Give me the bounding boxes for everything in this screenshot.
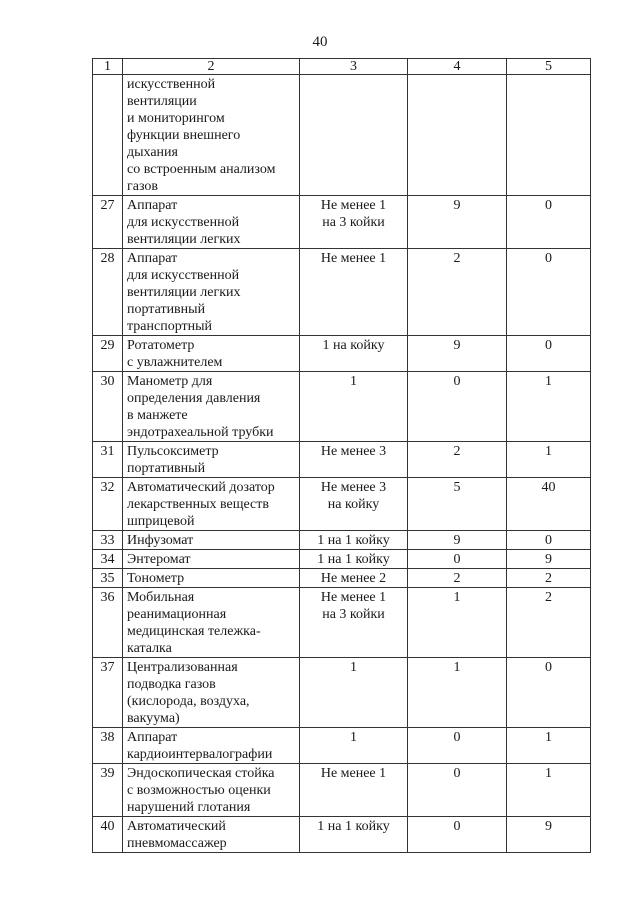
column-header: 2: [123, 59, 300, 75]
column-4-value: 2: [408, 442, 507, 478]
column-header: 5: [507, 59, 591, 75]
equipment-name-cell: [123, 764, 300, 817]
requirement-line: 1 на 1 койку: [317, 533, 390, 548]
equipment-name-line: транспортный: [127, 319, 213, 334]
table-row: [93, 196, 591, 249]
requirement-cell: [300, 569, 408, 588]
column-5-value: 9: [507, 550, 591, 569]
equipment-name-line: в манжете: [127, 408, 188, 423]
requirement-line: на 3 койки: [322, 607, 385, 622]
equipment-name-line: шприцевой: [127, 514, 195, 529]
row-number: 40: [93, 817, 123, 853]
requirement-line: 1 на койку: [322, 338, 385, 353]
requirement-line: Не менее 3: [320, 444, 387, 459]
equipment-name-line: Пульсоксиметр: [127, 444, 219, 459]
requirement-cell: [300, 372, 408, 442]
row-number: 29: [93, 336, 123, 372]
column-5-value: 40: [507, 478, 591, 531]
column-5-value: 1: [507, 442, 591, 478]
table-row: [93, 569, 591, 588]
requirement-line: Не менее 1: [320, 251, 387, 266]
equipment-name-line: Централизованная: [127, 660, 238, 675]
requirement-cell: [300, 336, 408, 372]
column-5-value: 1: [507, 764, 591, 817]
equipment-name-line: кардиоинтервалографии: [127, 747, 273, 762]
requirement-cell: [300, 764, 408, 817]
column-5-value: 0: [507, 249, 591, 336]
equipment-name-cell: [123, 531, 300, 550]
column-5-value: 1: [507, 372, 591, 442]
equipment-name-line: Аппарат: [127, 730, 178, 745]
equipment-name-line: Тонометр: [127, 571, 185, 586]
column-5-value: 0: [507, 336, 591, 372]
table-header-row: [93, 59, 591, 75]
page-number: 40: [312, 34, 328, 50]
row-number: 35: [93, 569, 123, 588]
equipment-name-line: функции внешнего: [127, 128, 241, 143]
equipment-name-line: нарушений глотания: [127, 800, 251, 815]
equipment-name-line: эндотрахеальной трубки: [127, 425, 274, 440]
equipment-name-line: Аппарат: [127, 198, 178, 213]
row-number: 38: [93, 728, 123, 764]
equipment-name-line: каталка: [127, 641, 172, 656]
requirement-cell: [300, 75, 408, 196]
table-row: [93, 249, 591, 336]
equipment-name-line: вентиляции легких: [127, 285, 241, 300]
requirement-line: Не менее 1: [320, 590, 387, 605]
equipment-name-line: Манометр для: [127, 374, 213, 389]
column-header: 4: [408, 59, 507, 75]
equipment-name-line: Автоматический дозатор: [127, 480, 275, 495]
requirement-cell: [300, 728, 408, 764]
equipment-name-line: со встроенным анализом: [127, 162, 276, 177]
equipment-name-line: Инфузомат: [127, 533, 194, 548]
equipment-name-line: для искусственной: [127, 268, 240, 283]
row-number: 36: [93, 588, 123, 658]
row-number: 33: [93, 531, 123, 550]
requirement-line: Не менее 1: [320, 766, 387, 781]
column-5-value: 1: [507, 728, 591, 764]
row-number: 34: [93, 550, 123, 569]
equipment-name-cell: [123, 569, 300, 588]
column-5-value: 2: [507, 588, 591, 658]
table-row: [93, 588, 591, 658]
equipment-name-line: портативный: [127, 461, 206, 476]
equipment-name-line: Энтеромат: [127, 552, 191, 567]
requirement-line: на койку: [327, 497, 380, 512]
table-row: [93, 372, 591, 442]
requirement-cell: [300, 196, 408, 249]
column-4-value: 9: [408, 531, 507, 550]
requirement-line: 1 на 1 койку: [317, 552, 390, 567]
equipment-name-line: Аппарат: [127, 251, 178, 266]
equipment-name-line: искусственной: [127, 77, 216, 92]
equipment-name-line: подводка газов: [127, 677, 216, 692]
row-number: 30: [93, 372, 123, 442]
requirement-line: 1 на 1 койку: [317, 819, 390, 834]
equipment-name-line: реанимационная: [127, 607, 227, 622]
table-row: [93, 531, 591, 550]
requirement-cell: [300, 442, 408, 478]
equipment-name-cell: [123, 478, 300, 531]
equipment-name-line: (кислорода, воздуха,: [127, 694, 250, 709]
row-number: 39: [93, 764, 123, 817]
column-4-value: 0: [408, 817, 507, 853]
equipment-name-line: Эндоскопическая стойка: [127, 766, 275, 781]
column-4-value: 0: [408, 372, 507, 442]
equipment-name-line: вентиляции: [127, 94, 197, 109]
equipment-name-cell: [123, 658, 300, 728]
column-header: 3: [300, 59, 408, 75]
row-number: [93, 75, 123, 196]
requirement-cell: [300, 658, 408, 728]
equipment-name-line: вентиляции легких: [127, 232, 241, 247]
column-5-value: 2: [507, 569, 591, 588]
requirement-cell: [300, 531, 408, 550]
requirement-line: 1: [350, 374, 357, 389]
requirement-cell: [300, 588, 408, 658]
table-row: [93, 336, 591, 372]
equipment-name-cell: [123, 75, 300, 196]
equipment-name-line: для искусственной: [127, 215, 240, 230]
equipment-name-line: с возможностью оценки: [127, 783, 271, 798]
equipment-name-cell: [123, 372, 300, 442]
equipment-name-cell: [123, 588, 300, 658]
equipment-name-line: медицинская тележка-: [127, 624, 261, 639]
table-row: [93, 550, 591, 569]
column-5-value: [507, 75, 591, 196]
equipment-name-line: вакуума): [127, 711, 180, 726]
column-5-value: 0: [507, 531, 591, 550]
equipment-name-cell: [123, 196, 300, 249]
requirement-line: 1: [350, 660, 357, 675]
equipment-table: [92, 58, 591, 853]
requirement-cell: [300, 478, 408, 531]
equipment-name-line: дыхания: [127, 145, 178, 160]
equipment-name-line: Мобильная: [127, 590, 195, 605]
equipment-name-cell: [123, 728, 300, 764]
requirement-cell: [300, 249, 408, 336]
requirement-line: Не менее 3: [320, 480, 387, 495]
equipment-name-line: Ротатометр: [127, 338, 195, 353]
equipment-name-line: и мониторингом: [127, 111, 225, 126]
equipment-name-cell: [123, 817, 300, 853]
row-number: 27: [93, 196, 123, 249]
equipment-name-cell: [123, 442, 300, 478]
column-4-value: 9: [408, 196, 507, 249]
column-4-value: 9: [408, 336, 507, 372]
row-number: 31: [93, 442, 123, 478]
requirement-line: 1: [350, 730, 357, 745]
column-4-value: 0: [408, 550, 507, 569]
column-4-value: 0: [408, 764, 507, 817]
requirement-line: Не менее 2: [320, 571, 387, 586]
column-4-value: 5: [408, 478, 507, 531]
column-4-value: 2: [408, 569, 507, 588]
column-4-value: 2: [408, 249, 507, 336]
column-5-value: 9: [507, 817, 591, 853]
equipment-name-line: портативный: [127, 302, 206, 317]
equipment-name-cell: [123, 336, 300, 372]
table-row: [93, 728, 591, 764]
requirement-cell: [300, 817, 408, 853]
column-4-value: 0: [408, 728, 507, 764]
table-row: [93, 764, 591, 817]
row-number: 28: [93, 249, 123, 336]
row-number: 37: [93, 658, 123, 728]
column-4-value: 1: [408, 658, 507, 728]
equipment-name-line: определения давления: [127, 391, 261, 406]
equipment-name-line: лекарственных веществ: [127, 497, 269, 512]
column-4-value: [408, 75, 507, 196]
equipment-name-line: с увлажнителем: [127, 355, 223, 370]
table-body: [93, 75, 591, 853]
column-header: 1: [93, 59, 123, 75]
table-row: [93, 658, 591, 728]
requirement-line: на 3 койки: [322, 215, 385, 230]
requirement-line: Не менее 1: [320, 198, 387, 213]
column-4-value: 1: [408, 588, 507, 658]
table-row: [93, 75, 591, 196]
equipment-name-line: газов: [127, 179, 159, 194]
table-row: [93, 817, 591, 853]
column-5-value: 0: [507, 196, 591, 249]
requirement-cell: [300, 550, 408, 569]
column-5-value: 0: [507, 658, 591, 728]
row-number: 32: [93, 478, 123, 531]
table-row: [93, 478, 591, 531]
table-row: [93, 442, 591, 478]
equipment-name-cell: [123, 249, 300, 336]
equipment-name-cell: [123, 550, 300, 569]
equipment-name-line: пневмомассажер: [127, 836, 227, 851]
equipment-name-line: Автоматический: [127, 819, 226, 834]
